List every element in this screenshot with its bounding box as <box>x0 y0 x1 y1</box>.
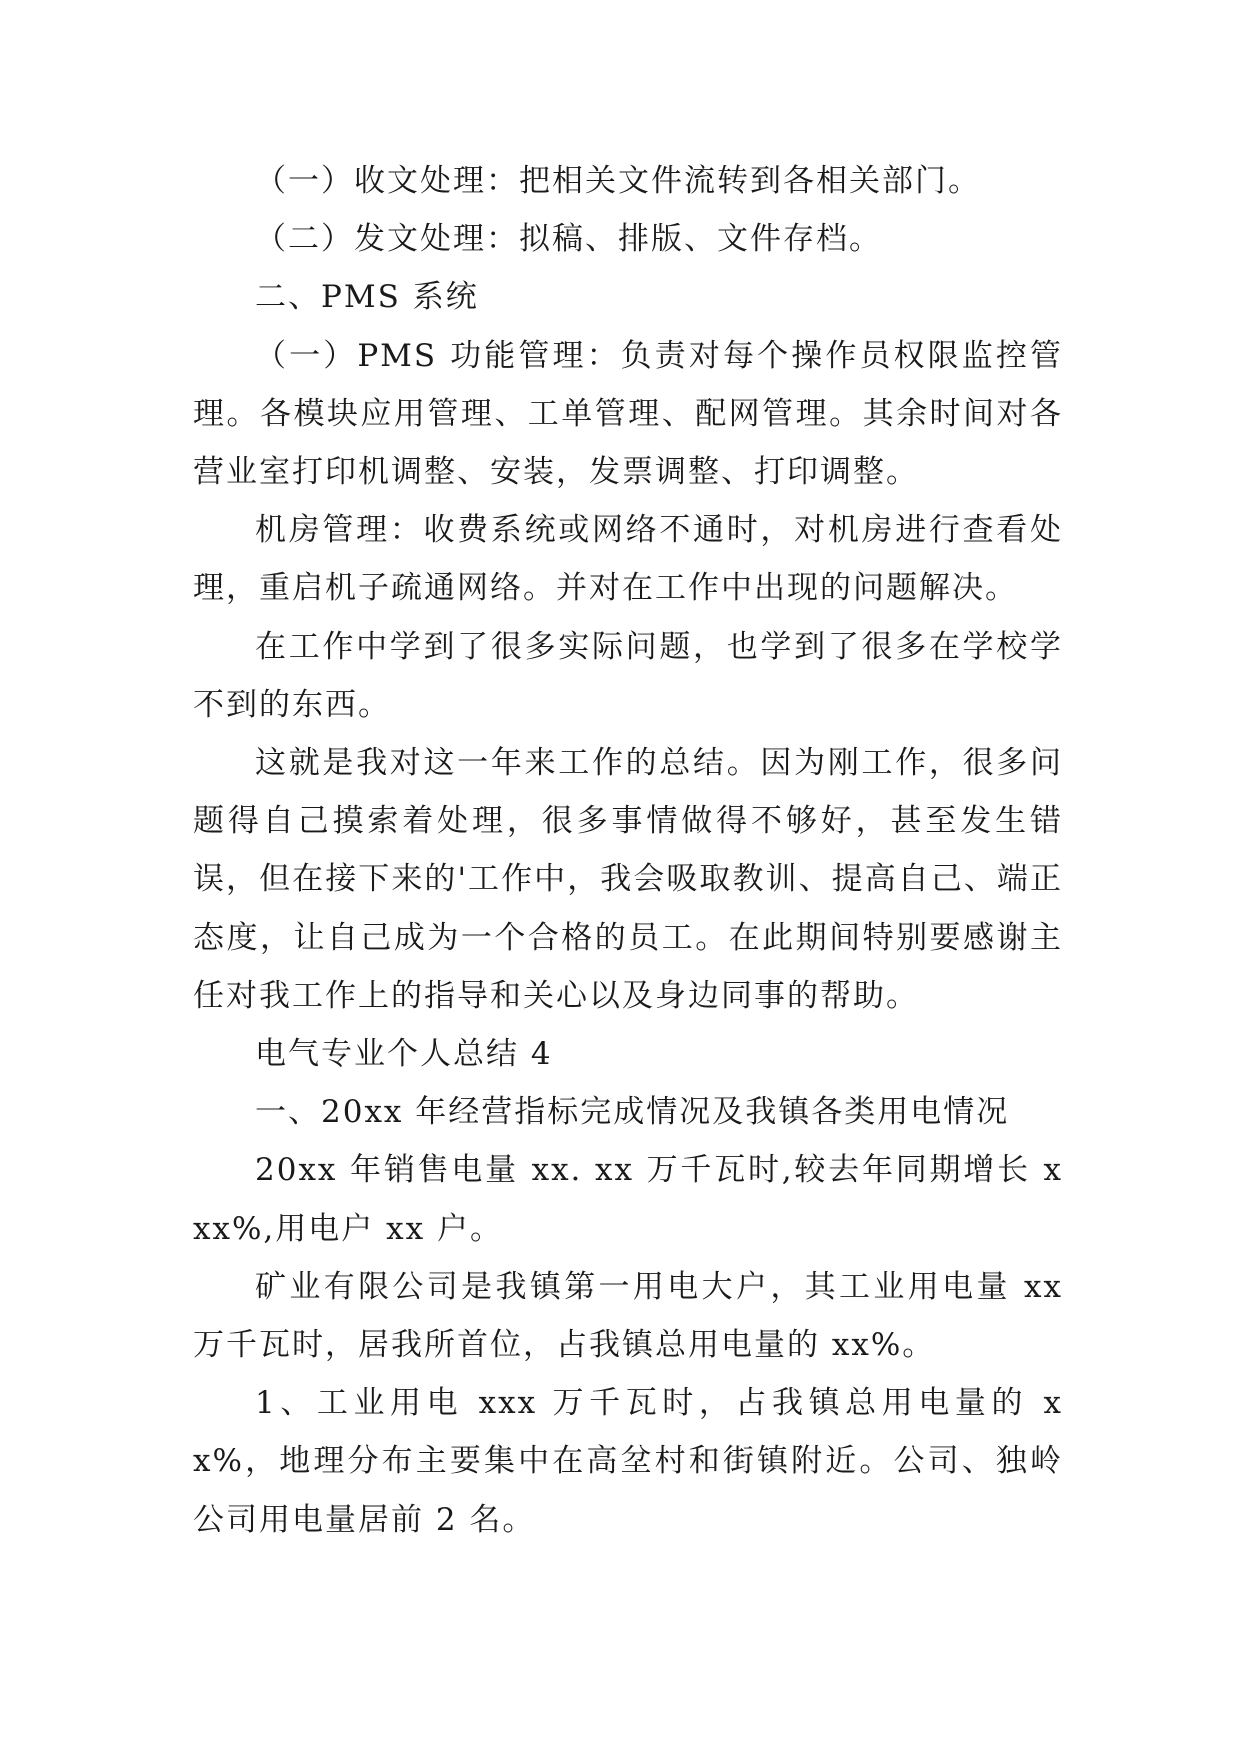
paragraph-receiving-documents: （一）收文处理：把相关文件流转到各相关部门。 <box>255 163 981 199</box>
document-body <box>193 152 1063 1549</box>
section-title-summary-4: 电气专业个人总结 4 <box>255 1036 553 1073</box>
section-heading-indicators: 一、20xx 年经营指标完成情况及我镇各类用电情况 <box>255 1094 1010 1131</box>
paragraph-learning: 在工作中学到了很多实际问题，也学到了很多在学校学不到的东西。 <box>193 628 1063 723</box>
paragraph-sending-documents: （二）发文处理：拟稿、排版、文件存档。 <box>255 221 882 258</box>
paragraph-pms-management: （一）PMS 功能管理：负责对每个操作员权限监控管理。各模块应用管理、工单管理、配网管理。其余时间对各营业室打印机调整、安装，发票调整、打印调整。 <box>193 337 1063 491</box>
paragraph-mining-company: 矿业有限公司是我镇第一用电大户，其工业用电量 xx 万千瓦时，居我所首位，占我镇总用电量的 xx%。 <box>193 1268 1063 1364</box>
paragraph-server-room: 机房管理：收费系统或网络不通时，对机房进行查看处理，重启机子疏通网络。并对在工作中出现的问题解决。 <box>193 512 1063 607</box>
paragraph-industrial-electricity: 1、工业用电 xxx 万千瓦时，占我镇总用电量的 xx%，地理分布主要集中在高坌村和街镇附近。公司、独岭公司用电量居前 2 名。 <box>193 1385 1063 1538</box>
paragraph-sales-volume: 20xx 年销售电量 xx. xx 万千瓦时,较去年同期增长 xxx%,用电户 xx 户。 <box>193 1152 1063 1247</box>
paragraph-summary: 这就是我对这一年来工作的总结。因为刚工作，很多问题得自己摸索着处理，很多事情做得不够好，甚至发生错误，但在接下来的'工作中，我会吸取教训、提高自己、端正态度，让自己成为一个合格的员工。在此期间特别要感谢主任对我工作上的指导和关心以及身边同事的帮助。 <box>193 745 1063 1014</box>
section-heading-pms: 二、PMS 系统 <box>255 279 479 316</box>
